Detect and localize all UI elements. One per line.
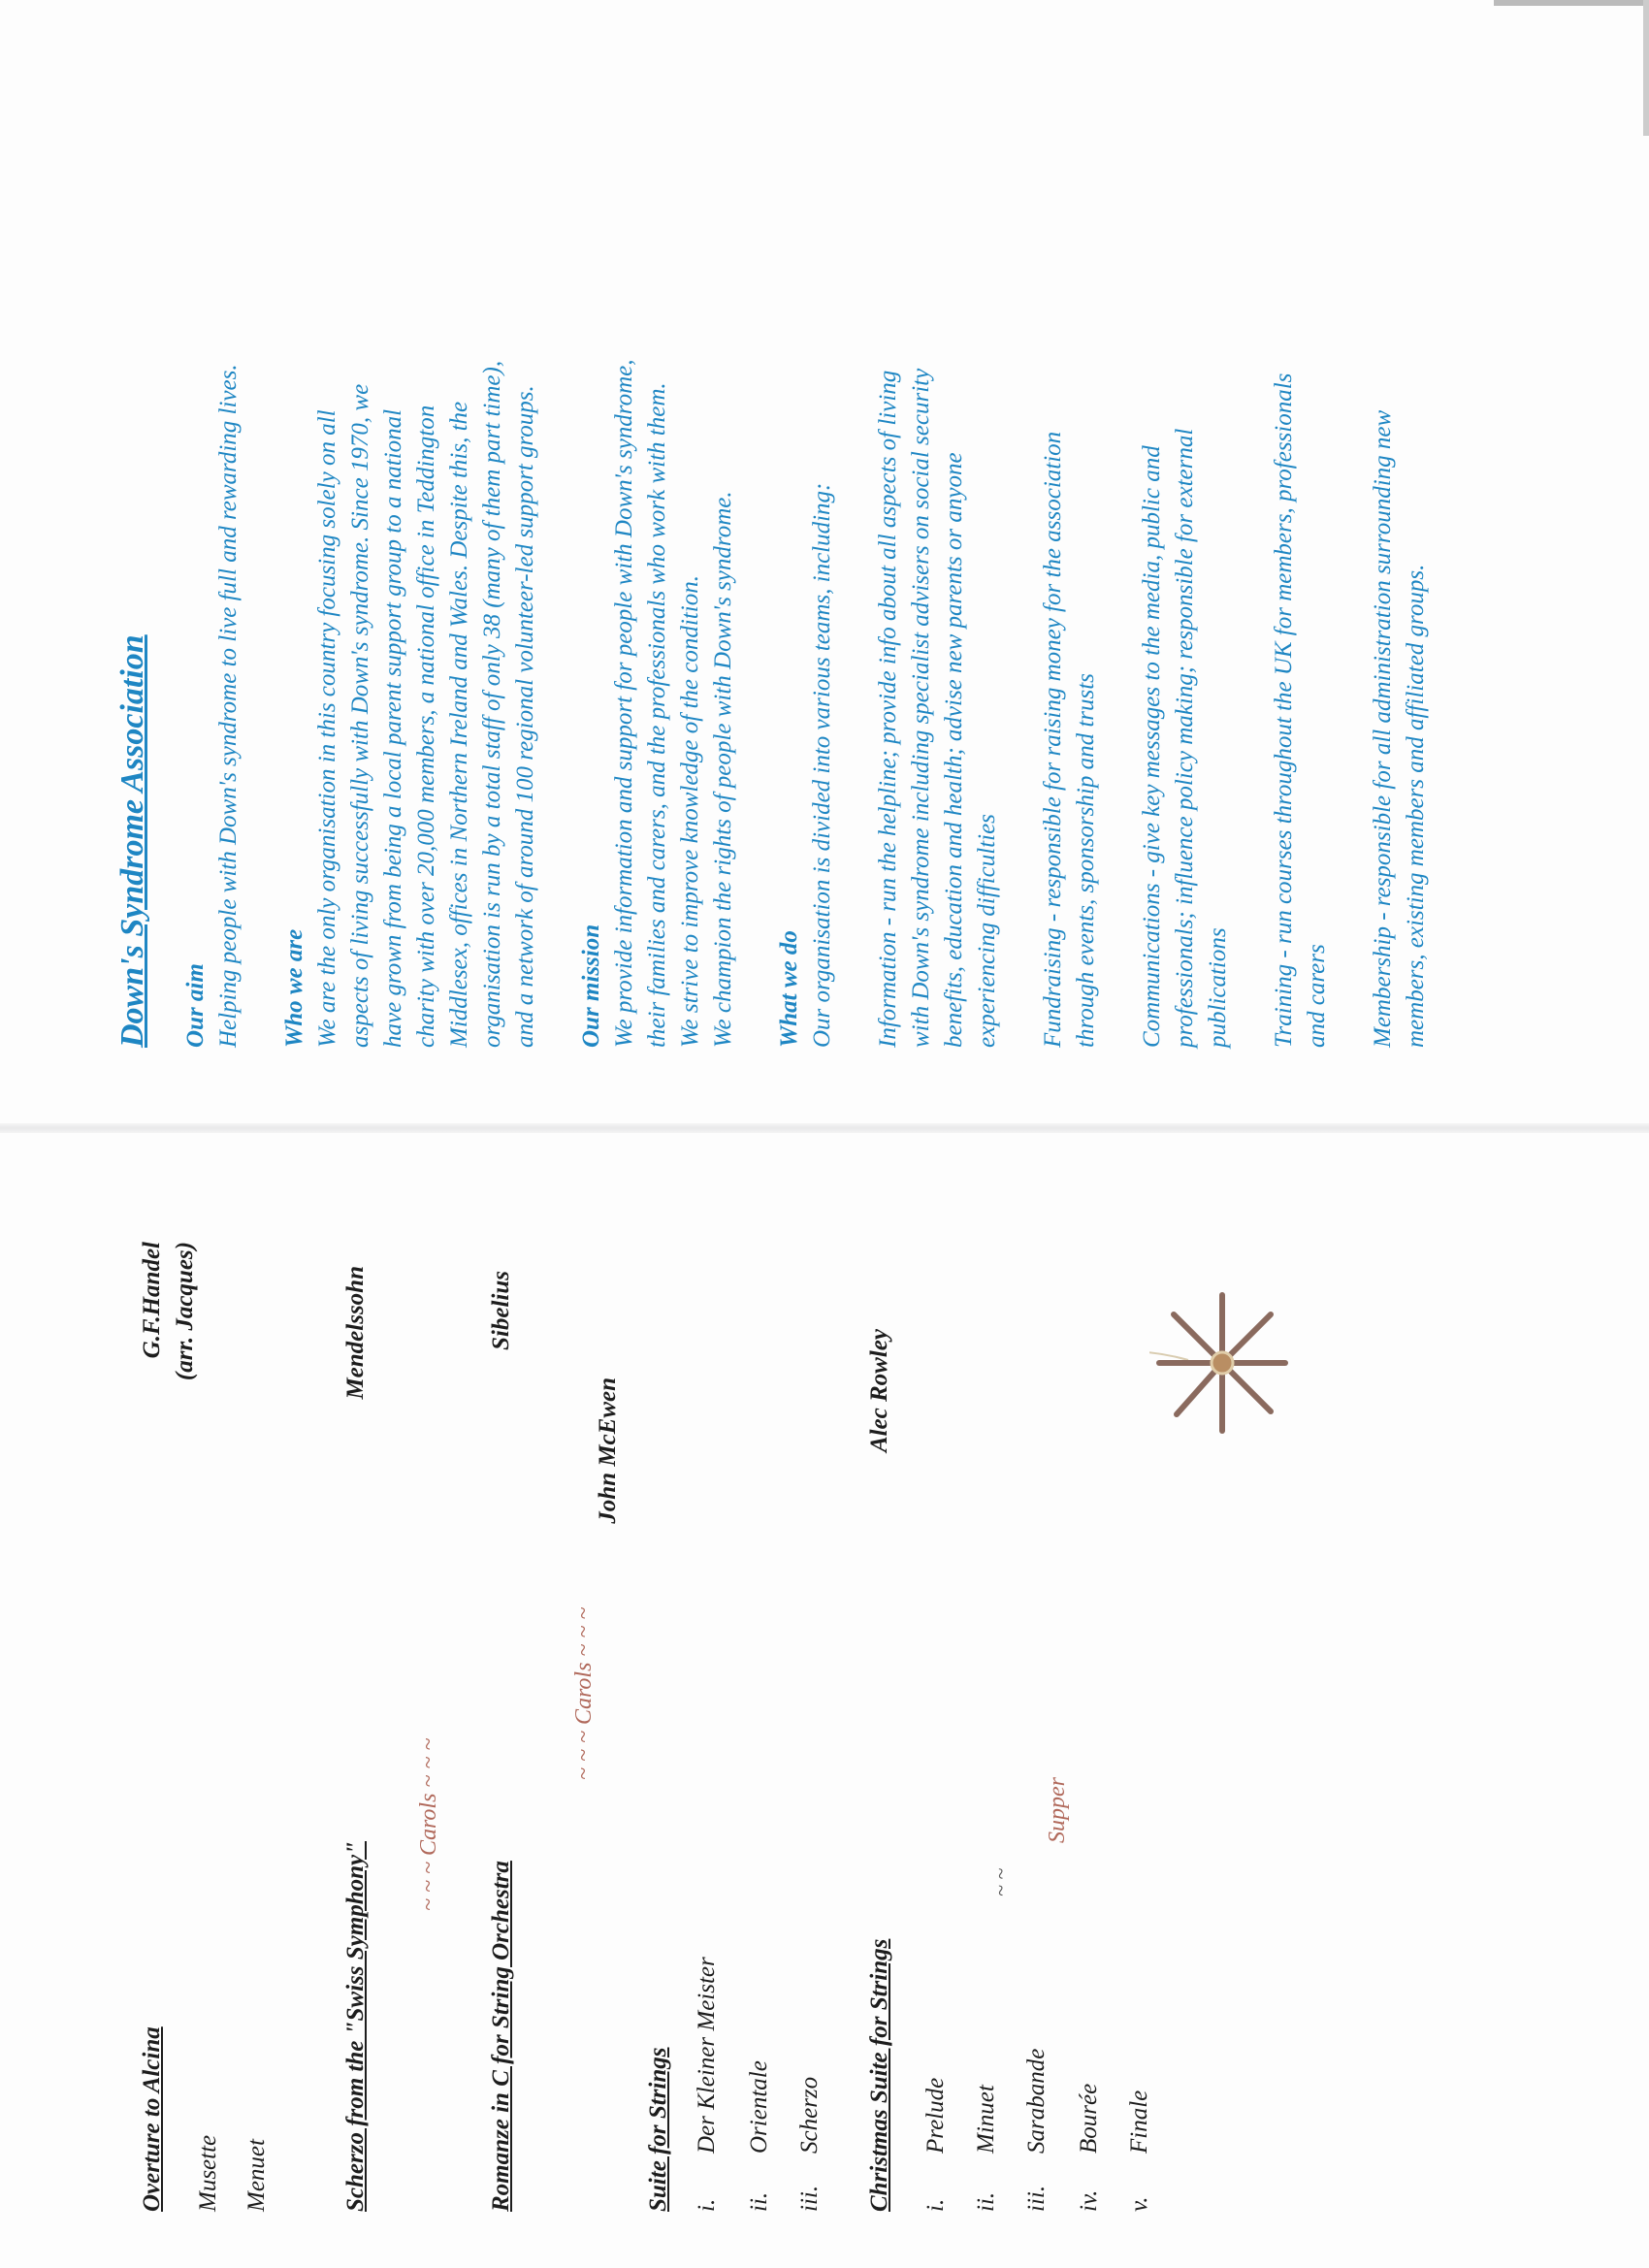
- team-line: publications: [1205, 927, 1231, 1048]
- team-training: [1268, 78, 1334, 1048]
- team-line: with Down's syndrome including specialist advisers on social security: [908, 368, 934, 1048]
- composer: G.F.Handel: [139, 1242, 165, 1359]
- team-membership: [1367, 78, 1433, 1048]
- tilde-divider: ~ ~: [988, 1867, 1013, 1896]
- movement-numeral: iv.: [1076, 2189, 1102, 2212]
- team-line: experiencing difficulties: [974, 814, 1000, 1048]
- movement: Sarabande: [1023, 2048, 1050, 2154]
- team-line: through events, sponsorship and trusts: [1073, 673, 1099, 1048]
- composer: Sibelius: [488, 1271, 514, 1350]
- who-line: organisation is run by a total staff of only 38 (many of them part time),: [479, 360, 505, 1048]
- aim-heading: Our aim: [182, 963, 209, 1048]
- movement: Prelude: [922, 2077, 949, 2154]
- composer: Mendelssohn: [342, 1266, 369, 1400]
- mission-line: We strive to improve knowledge of the condition.: [677, 575, 703, 1048]
- twig-star-icon: [1149, 1290, 1295, 1436]
- movement-numeral: iii.: [1023, 2185, 1050, 2212]
- scan-edge: [1494, 0, 1649, 6]
- team-communications: [1136, 78, 1235, 1048]
- movement-numeral: ii.: [746, 2191, 772, 2212]
- movement-numeral: i.: [922, 2198, 949, 2212]
- who-line: Middlesex, offices in Northern Ireland and Wales. Despite this, the: [446, 401, 472, 1048]
- work-title: Overture to Alcina: [139, 2026, 165, 2212]
- team-line: members, existing members and affiliated groups.: [1403, 564, 1429, 1048]
- movement: Menuet: [243, 2139, 270, 2212]
- supper-label: Supper: [1045, 1777, 1070, 1843]
- mission-text: [608, 78, 740, 1048]
- who-line: have grown from being a local parent support group to a national: [380, 408, 406, 1048]
- association-panel: [97, 58, 1610, 1067]
- fold-line: [0, 1123, 1649, 1133]
- team-line: professionals; influence policy making; responsible for external: [1172, 428, 1198, 1048]
- movement: Der Kleiner Meister: [694, 1957, 720, 2154]
- team-fundraising: [1037, 78, 1103, 1048]
- movement-numeral: iii.: [796, 2185, 823, 2212]
- movement: Finale: [1126, 2090, 1152, 2154]
- who-line: charity with over 20,000 members, a national office in Teddington: [413, 405, 439, 1048]
- mission-heading: Our mission: [578, 923, 604, 1048]
- team-line: and carers: [1304, 944, 1330, 1048]
- movement: Musette: [195, 2134, 221, 2212]
- movement-numeral: i.: [694, 2198, 720, 2212]
- work-title: Christmas Suite for Strings: [866, 1938, 892, 2212]
- team-line: Fundraising - responsible for raising money for the association: [1040, 431, 1066, 1048]
- mission-line: We champion the rights of people with Down's syndrome.: [710, 491, 736, 1048]
- movement: Bourée: [1076, 2083, 1102, 2154]
- work-title: Scherzo from the "Swiss Symphony": [342, 1841, 369, 2212]
- composer: John McEwen: [595, 1377, 621, 1524]
- work-title: Suite for Strings: [645, 2047, 671, 2212]
- team-line: benefits, education and health; advise new parents or anyone: [941, 452, 967, 1048]
- who-line: and a network of around 100 regional volunteer-led support groups.: [512, 385, 538, 1048]
- movement: Orientale: [746, 2060, 772, 2154]
- team-information: [872, 78, 1004, 1048]
- who-text: [311, 78, 542, 1048]
- team-line: Communications - give key messages to the media, public and: [1139, 445, 1165, 1048]
- scan-edge: [1643, 0, 1649, 136]
- who-line: We are the only organisation in this country focusing solely on all: [314, 409, 340, 1048]
- who-line: aspects of living successfully with Down's syndrome. Since 1970, we: [347, 383, 373, 1048]
- what-intro: Our organisation is divided into various teams, including:: [809, 482, 835, 1048]
- movement-numeral: ii.: [973, 2191, 999, 2212]
- composer-note: (arr. Jacques): [172, 1242, 198, 1381]
- what-heading: What we do: [776, 930, 802, 1048]
- mission-line: their families and carers, and the professionals who work with them.: [644, 382, 670, 1048]
- carols-label: ~ ~ ~ Carols ~ ~ ~: [571, 1606, 597, 1780]
- mission-line: We provide information and support for people with Down's syndrome,: [611, 359, 637, 1048]
- carols-label: ~ ~ ~ Carols ~ ~ ~: [416, 1737, 441, 1911]
- movement: Minuet: [973, 2085, 999, 2154]
- movement-numeral: v.: [1126, 2196, 1152, 2212]
- programme-panel: [136, 1183, 1649, 2212]
- team-line: Membership - responsible for all administration surrounding new: [1370, 409, 1396, 1048]
- team-line: Training - run courses throughout the UK for members, professionals: [1271, 373, 1297, 1048]
- association-title: Down's Syndrome Association: [114, 634, 150, 1048]
- work-title: Romanze in C for String Orchestra: [488, 1861, 514, 2212]
- movement: Scherzo: [796, 2076, 823, 2154]
- composer: Alec Rowley: [866, 1329, 892, 1453]
- aim-text: Helping people with Down's syndrome to live full and rewarding lives.: [215, 364, 242, 1048]
- who-heading: Who we are: [281, 928, 307, 1048]
- team-line: Information - run the helpline; provide info about all aspects of living: [875, 370, 901, 1048]
